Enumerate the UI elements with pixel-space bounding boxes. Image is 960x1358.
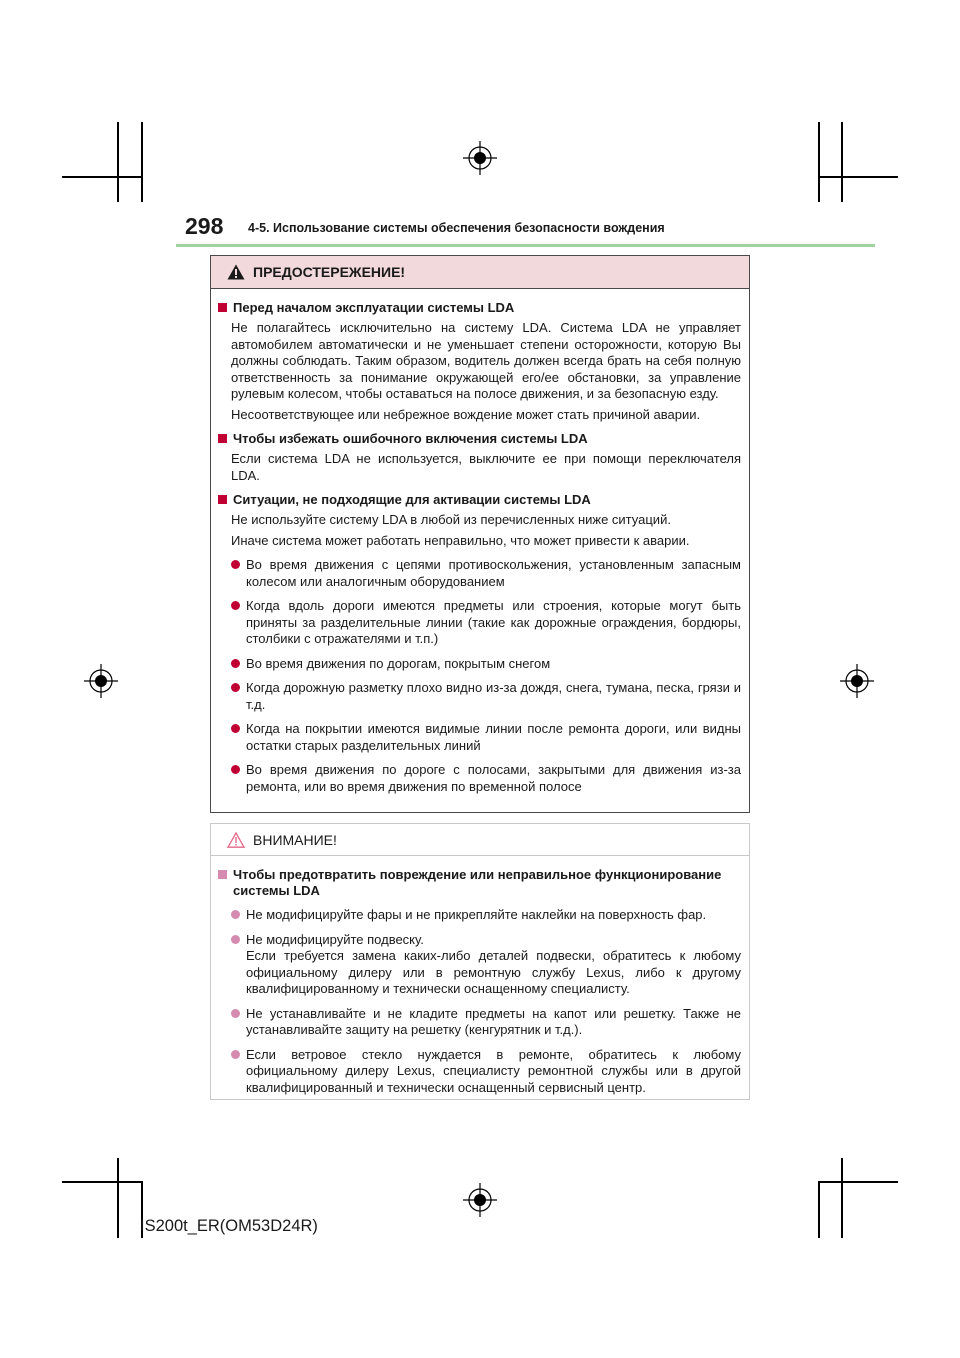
section-heading: Чтобы избежать ошибочного включения системы LDA (218, 431, 741, 447)
paragraph: Несоответствующее или небрежное вождение может стать причиной аварии. (231, 406, 701, 422)
warning-title: ПРЕДОСТЕРЕЖЕНИЕ! (253, 264, 406, 280)
bullet-dot-icon (231, 659, 240, 668)
list-item: Когда вдоль дороги имеются предметы или строения, которые могут быть приняты за разделительные линии (такие как дорожные ограждения, бордюры, столбики с отражателями и т.п.) (231, 598, 741, 648)
section-heading: Ситуации, не подходящие для активации системы LDA (218, 492, 741, 508)
paragraph: Иначе система может работать неправильно, что может привести к аварии. (231, 532, 690, 548)
list-item: Во время движения по дороге с полосами, закрытыми для движения из-за ремонта, или во время движения по временной полосе (231, 762, 741, 795)
model-code: IS200t_ER(OM53D24R) (140, 1217, 318, 1235)
list-item: Не модифицируйте фары и не прикрепляйте наклейки на поверхность фар. (231, 907, 741, 924)
crop-mark (62, 1181, 142, 1183)
registration-target-icon (463, 1183, 497, 1217)
bullet-dot-icon (231, 765, 240, 774)
paragraph: Если система LDA не используется, выключите ее при помощи переключателя LDA. (231, 451, 741, 483)
notice-box (210, 823, 750, 1100)
list-item: Не устанавливайте и не кладите предметы на капот или решетку. Также не устанавливайте защиту на решетку (кенгурятник и т.д.). (231, 1006, 741, 1039)
paragraph: Не используйте систему LDA в любой из перечисленных ниже ситуаций. (231, 512, 671, 527)
list-item: Когда дорожную разметку плохо видно из-за дождя, снега, тумана, песка, грязи и т.д. (231, 680, 741, 713)
bullet-dot-icon (231, 724, 240, 733)
crop-mark (141, 122, 143, 202)
caution-triangle-icon (227, 832, 245, 848)
square-bullet-icon (218, 434, 227, 443)
square-bullet-icon (218, 495, 227, 504)
page-number: 298 (185, 213, 224, 239)
crop-mark (841, 1158, 843, 1238)
bullet-dot-icon (231, 935, 240, 944)
section-title: 4-5. Использование системы обеспечения безопасности вождения (248, 221, 665, 235)
warning-header (211, 256, 749, 289)
bullet-dot-icon (231, 560, 240, 569)
square-bullet-icon (218, 303, 227, 312)
list-item: Если ветровое стекло нуждается в ремонте, обратитесь к любому официальному дилеру Lexus, специалисту ремонтной службы или в другой квалифицированный и технически оснащенный сервисный центр. (231, 1047, 741, 1097)
notice-header (211, 824, 749, 856)
bullet-dot-icon (231, 910, 240, 919)
registration-target-icon (840, 664, 874, 698)
section-heading: Чтобы предотвратить повреждение или неправильное функционирование системы LDA (218, 867, 741, 899)
bullet-dot-icon (231, 1009, 240, 1018)
warning-triangle-icon (227, 264, 245, 280)
section-heading: Перед началом эксплуатации системы LDA (218, 300, 741, 316)
bullet-dot-icon (231, 1050, 240, 1059)
registration-target-icon (463, 141, 497, 175)
notice-title: ВНИМАНИЕ! (253, 831, 337, 848)
paragraph: Не полагайтесь исключительно на систему LDA. Система LDA не управляет автомобилем автоматически и не уменьшает степени осторожности, которую Вы должны соблюдать. Таким образом, водитель должен всегда брать на себя полную ответственность за понимание окружающей его/ее обстановки, за управление рулевым колесом, чтобы оставаться на полосе движения, и за безопасную езду. (231, 320, 741, 401)
registration-target-icon (84, 664, 118, 698)
list-item: Не модифицируйте подвеску. Если требуется замена каких-либо деталей подвески, обратитесь к любому официальному дилеру или в ремонтную службу Lexus, либо к другому квалифицированному и технически оснащенному специалисту. (231, 932, 741, 998)
list-item: Когда на покрытии имеются видимые линии после ремонта дороги, или видны остатки старых разделительных линий (231, 721, 741, 754)
bullet-dot-icon (231, 683, 240, 692)
crop-mark (62, 176, 142, 178)
suspension-detail: Если требуется замена каких-либо деталей подвески, обратитесь к любому официальному дилеру или в ремонтную службу Lexus, либо к другому квалифицированному и технически оснащенному специалисту. (246, 948, 741, 996)
list-item: Во время движения по дорогам, покрытым снегом (231, 656, 741, 673)
crop-mark (117, 1158, 119, 1238)
crop-mark (117, 122, 119, 202)
crop-mark (818, 122, 820, 202)
crop-mark (818, 176, 898, 178)
crop-mark (818, 1181, 898, 1183)
square-bullet-icon (218, 870, 227, 879)
crop-mark (818, 1181, 820, 1238)
warning-box (210, 255, 750, 813)
list-item: Во время движения с цепями противоскольжения, установленным запасным колесом или аналогичным оборудованием (231, 557, 741, 590)
header-rule (176, 244, 875, 247)
bullet-dot-icon (231, 601, 240, 610)
crop-mark (841, 122, 843, 202)
